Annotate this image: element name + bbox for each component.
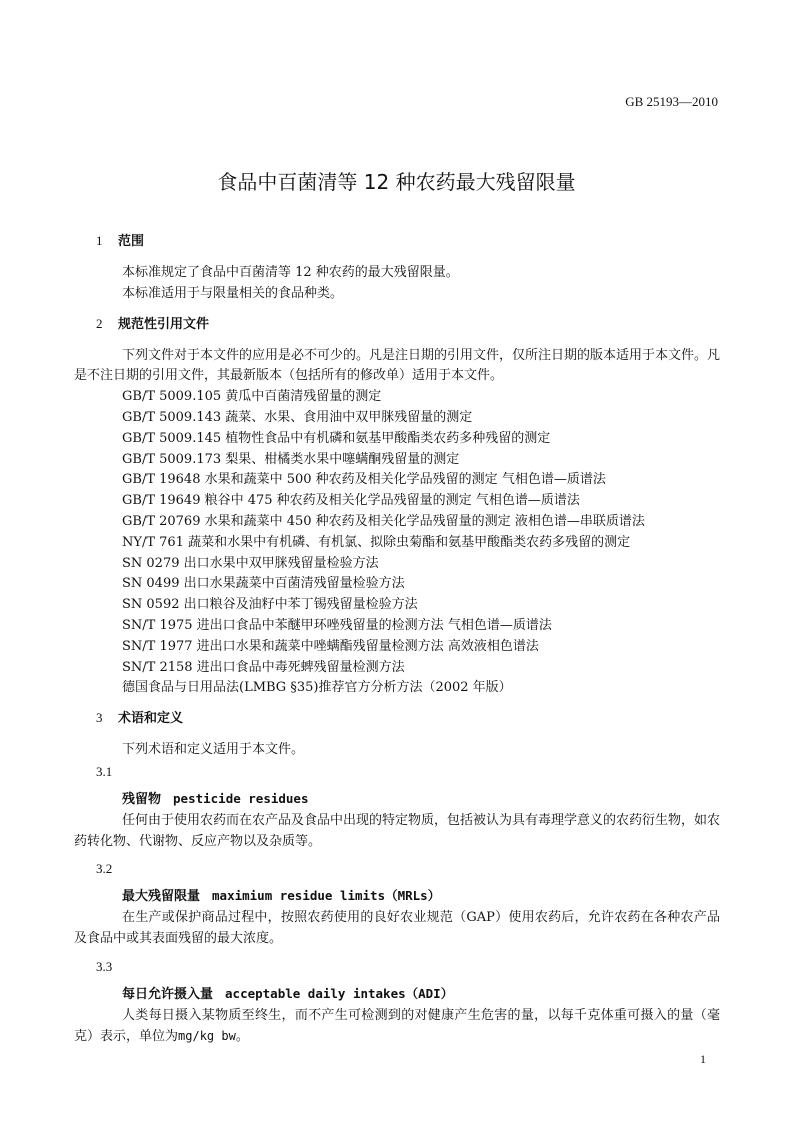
paragraph: 下列文件对于本文件的应用是必不可少的。凡是注日期的引用文件，仅所注日期的版本适用于本文件。凡是不注日期的引用文件，其最新版本（包括所有的修改单）适用于本文件。 <box>74 347 721 384</box>
term-zh: 每日允许摄入量 <box>122 986 214 1002</box>
term-definition-text: 人类每日摄入某物质至终生，而不产生可检测到的对健康产生危害的量，以每千克体重可摄入的量（毫克）表示，单位为 <box>74 1007 720 1045</box>
document-title: 食品中百菌清等 12 种农药最大残留限量 <box>217 170 576 194</box>
term-definition-end: 。 <box>235 1029 249 1045</box>
reference-item: GB/T 5009.105 黄瓜中百菌清残留量的测定 <box>122 389 382 405</box>
page-number: 1 <box>700 1052 706 1066</box>
section-number: 2 <box>96 315 103 331</box>
reference-item: GB/T 5009.145 植物性食品中有机磷和氨基甲酸酯类农药多种残留的测定 <box>122 430 551 446</box>
section-2-heading <box>96 313 720 346</box>
reference-item: SN 0279 出口水果中双甲脒残留量检验方法 <box>122 555 379 571</box>
term-en: pesticide residues <box>173 790 309 806</box>
paragraph: 本标准适用于与限量相关的食品种类。 <box>122 285 344 301</box>
subsection-number: 3.2 <box>96 861 113 877</box>
term-heading <box>96 789 720 811</box>
reference-item: SN/T 1975 进出口食品中苯醚甲环唑残留量的检测方法 气相色谱—质谱法 <box>122 617 552 633</box>
reference-item: GB/T 20769 水果和蔬菜中 450 种农药及相关化学品残留量的测定 液相色谱—串联质谱法 <box>122 513 645 529</box>
term-zh: 残留物 <box>122 791 162 807</box>
term-zh: 最大残留限量 <box>122 889 201 905</box>
section-1-heading <box>96 230 720 263</box>
reference-item: GB/T 5009.173 梨果、柑橘类水果中噻螨酮残留量的测定 <box>122 451 460 467</box>
term-definition: 在生产或保护商品过程中，按照农药使用的良好农业规范（GAP）使用农药后，允许农药在各种农产品及食品中或其表面残留的最大浓度。 <box>74 910 720 946</box>
section-number: 3 <box>96 710 103 726</box>
term-heading <box>96 984 720 1006</box>
reference-item: SN/T 2158 进出口食品中毒死蜱残留量检测方法 <box>122 659 405 675</box>
document-body <box>74 230 721 1048</box>
subsection-number: 3.1 <box>96 763 113 779</box>
term-definition: 任何由于使用农药而在农产品及食品中出现的特定物质，包括被认为具有毒理学意义的农药衍生物，如农药转化物、代谢物、反应产物以及杂质等。 <box>74 812 721 849</box>
reference-item: GB/T 5009.143 蔬菜、水果、食用油中双甲脒残留量的测定 <box>122 409 473 425</box>
subsection-number: 3.3 <box>96 958 113 974</box>
reference-item: 德国食品与日用品法(LMBG §35)推荐官方分析方法（2002 年版） <box>122 680 512 696</box>
unit: mg/kg bw <box>178 1029 236 1044</box>
reference-item: SN/T 1977 进出口水果和蔬菜中唑螨酯残留量检测方法 高效液相色谱法 <box>122 638 539 654</box>
term-en: acceptable daily intakes（ADI） <box>225 985 454 1001</box>
section-title: 术语和定义 <box>118 711 184 727</box>
standard-code: GB 25193—2010 <box>625 94 718 109</box>
paragraph: 本标准规定了食品中百菌清等 12 种农药的最大残留限量。 <box>122 265 459 280</box>
section-3-heading <box>96 707 720 740</box>
reference-item: SN 0499 出口水果蔬菜中百菌清残留量检验方法 <box>122 576 405 592</box>
section-number: 1 <box>96 233 103 248</box>
paragraph: 下列术语和定义适用于本文件。 <box>122 742 305 758</box>
section-title: 规范性引用文件 <box>118 316 210 332</box>
section-title: 范围 <box>118 234 145 249</box>
reference-item: NY/T 761 蔬菜和水果中有机磷、有机氯、拟除虫菊酯和氨基甲酸酯类农药多残留的测定 <box>122 534 631 550</box>
reference-item: GB/T 19648 水果和蔬菜中 500 种农药及相关化学品残留的测定 气相色谱—质谱法 <box>122 472 606 488</box>
term-en: maximium residue limits（MRLs） <box>212 888 441 904</box>
term-heading <box>96 886 720 908</box>
reference-item: SN 0592 出口粮谷及油籽中苯丁锡残留量检验方法 <box>122 597 418 613</box>
term-definition <box>74 1006 720 1049</box>
reference-item: GB/T 19649 粮谷中 475 种农药及相关化学品残留量的测定 气相色谱—质谱法 <box>122 493 580 509</box>
